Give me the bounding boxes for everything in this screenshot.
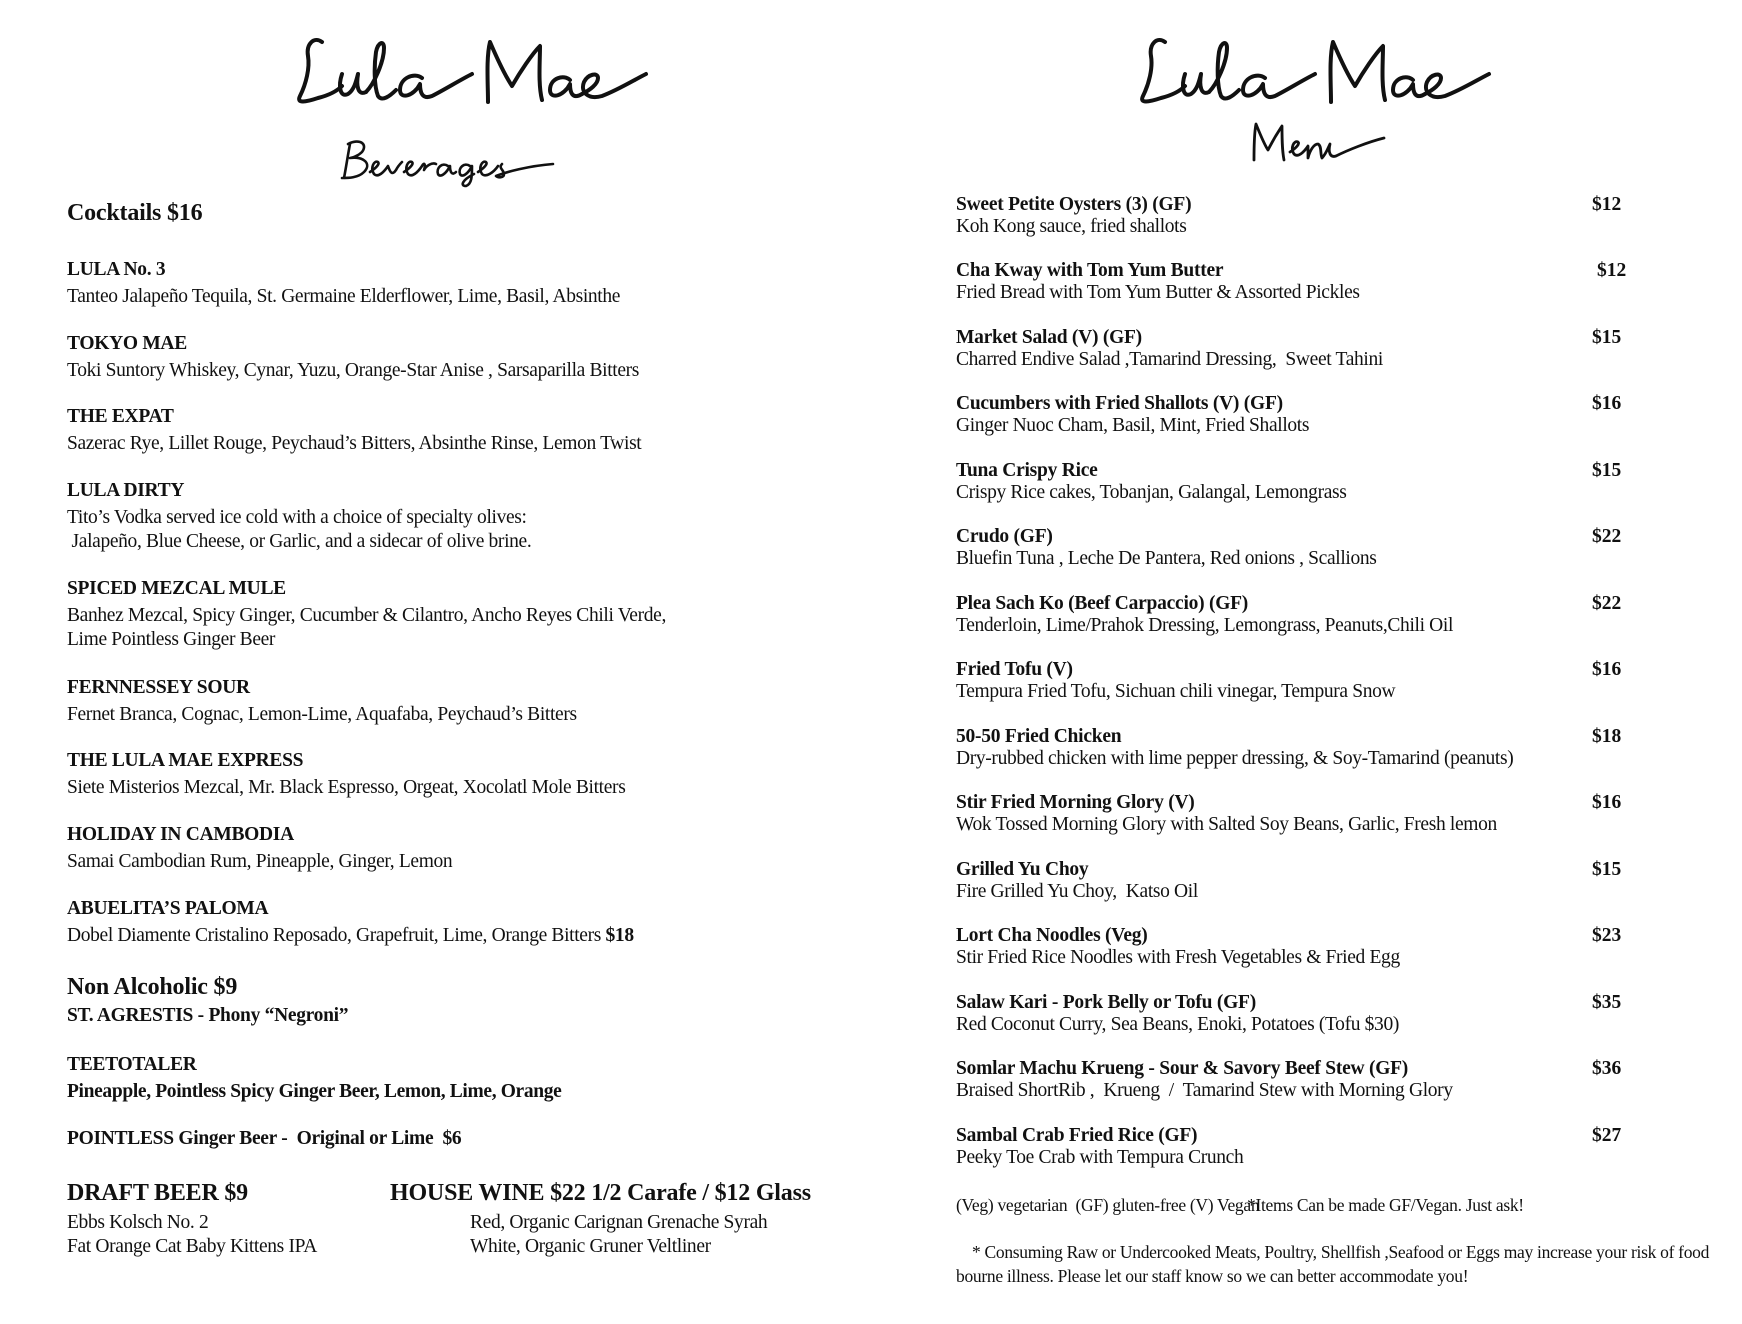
house-wine-item: Red, Organic Carignan Grenache Syrah	[470, 1212, 768, 1233]
food-menu-page	[900, 0, 1742, 1324]
dish-description: Ginger Nuoc Cham, Basil, Mint, Fried Shallots	[956, 415, 1310, 436]
dish-price: $18	[1592, 726, 1622, 747]
beverages-subtitle-script	[338, 138, 600, 188]
dish-description: Crispy Rice cakes, Tobanjan, Galangal, Lemongrass	[956, 482, 1347, 503]
dish-description: Fire Grilled Yu Choy, Katso Oil	[956, 881, 1198, 902]
dish-description: Dry-rubbed chicken with lime pepper dressing, & Soy-Tamarind (peanuts)	[956, 748, 1514, 769]
cocktail-description-line: Lime Pointless Ginger Beer	[67, 629, 276, 650]
cocktail-description: Fernet Branca, Cognac, Lemon-Lime, Aquafaba, Peychaud’s Bitters	[67, 704, 577, 725]
dish-price: $12	[1592, 194, 1622, 215]
dish-name: Fried Tofu (V)	[956, 659, 1073, 680]
cocktail-name: HOLIDAY IN CAMBODIA	[67, 824, 294, 845]
dish-price: $16	[1592, 792, 1622, 813]
cocktail-price: $18	[605, 925, 634, 946]
dish-name: Crudo (GF)	[956, 526, 1053, 547]
cocktail-name: SPICED MEZCAL MULE	[67, 578, 286, 599]
cocktail-description-line: Banhez Mezcal, Spicy Ginger, Cucumber & Cilantro, Ancho Reyes Chili Verde,	[67, 605, 666, 626]
lula-mae-logo	[292, 34, 652, 112]
dish-description: Bluefin Tuna , Leche De Pantera, Red onions , Scallions	[956, 548, 1377, 569]
dish-name: Sambal Crab Fried Rice (GF)	[956, 1125, 1198, 1146]
dish-price: $36	[1592, 1058, 1622, 1079]
dish-price: $22	[1592, 593, 1622, 614]
menu-subtitle-script	[1250, 120, 1400, 168]
cocktails-heading: Cocktails $16	[67, 200, 203, 226]
cocktail-description: Tanteo Jalapeño Tequila, St. Germaine Elderflower, Lime, Basil, Absinthe	[67, 286, 621, 307]
customization-note: *Items Can be made GF/Vegan. Just ask!	[1247, 1195, 1524, 1215]
dish-description: Wok Tossed Morning Glory with Salted Soy Beans, Garlic, Fresh lemon	[956, 814, 1497, 835]
dish-name: Plea Sach Ko (Beef Carpaccio) (GF)	[956, 593, 1249, 614]
dish-description: Fried Bread with Tom Yum Butter & Assorted Pickles	[956, 282, 1360, 303]
cocktail-description-with-price	[67, 923, 634, 948]
draft-beer-heading: DRAFT BEER $9	[67, 1180, 248, 1206]
dish-price: $22	[1592, 526, 1622, 547]
house-wine-heading: HOUSE WINE $22 1/2 Carafe / $12 Glass	[390, 1180, 811, 1206]
dish-description: Charred Endive Salad ,Tamarind Dressing, Sweet Tahini	[956, 349, 1383, 370]
non-alcoholic-item: ST. AGRESTIS - Phony “Negroni”	[67, 1005, 349, 1026]
cocktail-description: Dobel Diamente Cristalino Reposado, Grapefruit, Lime, Orange Bitters	[67, 925, 601, 946]
non-alcoholic-description: Pineapple, Pointless Spicy Ginger Beer, Lemon, Lime, Orange	[67, 1081, 562, 1102]
lula-mae-logo	[1135, 34, 1495, 112]
dish-name: Grilled Yu Choy	[956, 859, 1089, 880]
cocktail-description: Samai Cambodian Rum, Pineapple, Ginger, Lemon	[67, 851, 453, 872]
non-alcoholic-name: TEETOTALER	[67, 1054, 197, 1075]
dish-name: Sweet Petite Oysters (3) (GF)	[956, 194, 1192, 215]
cocktail-name: FERNNESSEY SOUR	[67, 677, 250, 698]
dish-description: Braised ShortRib , Krueng / Tamarind Stew with Morning Glory	[956, 1080, 1453, 1101]
dish-description: Koh Kong sauce, fried shallots	[956, 216, 1187, 237]
dish-description: Peeky Toe Crab with Tempura Crunch	[956, 1147, 1244, 1168]
dish-price: $15	[1592, 327, 1622, 348]
non-alcoholic-heading: Non Alcoholic $9	[67, 974, 238, 1000]
draft-beer-item: Ebbs Kolsch No. 2	[67, 1212, 209, 1233]
cocktail-description: Toki Suntory Whiskey, Cynar, Yuzu, Orange-Star Anise , Sarsaparilla Bitters	[67, 360, 640, 381]
cocktail-name: ABUELITA’S PALOMA	[67, 898, 269, 919]
dish-price: $27	[1592, 1125, 1622, 1146]
dish-name: Salaw Kari - Pork Belly or Tofu (GF)	[956, 992, 1256, 1013]
food-safety-disclaimer: * Consuming Raw or Undercooked Meats, Poultry, Shellfish ,Seafood or Eggs may increase your risk of food bourne illness. Please let our staff know so we can better accommodate you!	[956, 1242, 1710, 1286]
dietary-legend: (Veg) vegetarian (GF) gluten-free (V) Vegan	[956, 1195, 1260, 1215]
dish-price: $16	[1592, 393, 1622, 414]
non-alcoholic-item: POINTLESS Ginger Beer - Original or Lime $6	[67, 1128, 462, 1149]
dish-name: Cucumbers with Fried Shallots (V) (GF)	[956, 393, 1283, 414]
house-wine-item: White, Organic Gruner Veltliner	[470, 1236, 711, 1257]
dish-price: $23	[1592, 925, 1622, 946]
dish-name: Market Salad (V) (GF)	[956, 327, 1142, 348]
dish-description: Tenderloin, Lime/Prahok Dressing, Lemongrass, Peanuts,Chili Oil	[956, 615, 1454, 636]
dish-name: Lort Cha Noodles (Veg)	[956, 925, 1148, 946]
dish-description: Red Coconut Curry, Sea Beans, Enoki, Potatoes (Tofu $30)	[956, 1014, 1399, 1035]
dish-price: $12	[1597, 260, 1627, 281]
draft-beer-item: Fat Orange Cat Baby Kittens IPA	[67, 1236, 318, 1257]
dish-name: 50-50 Fried Chicken	[956, 726, 1122, 747]
cocktail-name: THE EXPAT	[67, 406, 174, 427]
dish-description: Stir Fried Rice Noodles with Fresh Vegetables & Fried Egg	[956, 947, 1400, 968]
cocktail-description: Sazerac Rye, Lillet Rouge, Peychaud’s Bitters, Absinthe Rinse, Lemon Twist	[67, 433, 642, 454]
dish-price: $15	[1592, 460, 1622, 481]
dish-price: $16	[1592, 659, 1622, 680]
dish-name: Cha Kway with Tom Yum Butter	[956, 260, 1224, 281]
dish-name: Somlar Machu Krueng - Sour & Savory Beef Stew (GF)	[956, 1058, 1409, 1079]
cocktail-description: Siete Misterios Mezcal, Mr. Black Espresso, Orgeat, Xocolatl Mole Bitters	[67, 777, 626, 798]
cocktail-name: TOKYO MAE	[67, 333, 187, 354]
cocktail-description-line: Jalapeño, Blue Cheese, or Garlic, and a sidecar of olive brine.	[67, 531, 532, 552]
dish-name: Stir Fried Morning Glory (V)	[956, 792, 1195, 813]
dish-price: $15	[1592, 859, 1622, 880]
dish-description: Tempura Fried Tofu, Sichuan chili vinegar, Tempura Snow	[956, 681, 1396, 702]
dish-name: Tuna Crispy Rice	[956, 460, 1098, 481]
cocktail-name: LULA DIRTY	[67, 480, 185, 501]
cocktail-description-line: Tito’s Vodka served ice cold with a choice of specialty olives:	[67, 507, 527, 528]
cocktail-name: THE LULA MAE EXPRESS	[67, 750, 304, 771]
cocktail-name: LULA No. 3	[67, 259, 166, 280]
dish-price: $35	[1592, 992, 1622, 1013]
